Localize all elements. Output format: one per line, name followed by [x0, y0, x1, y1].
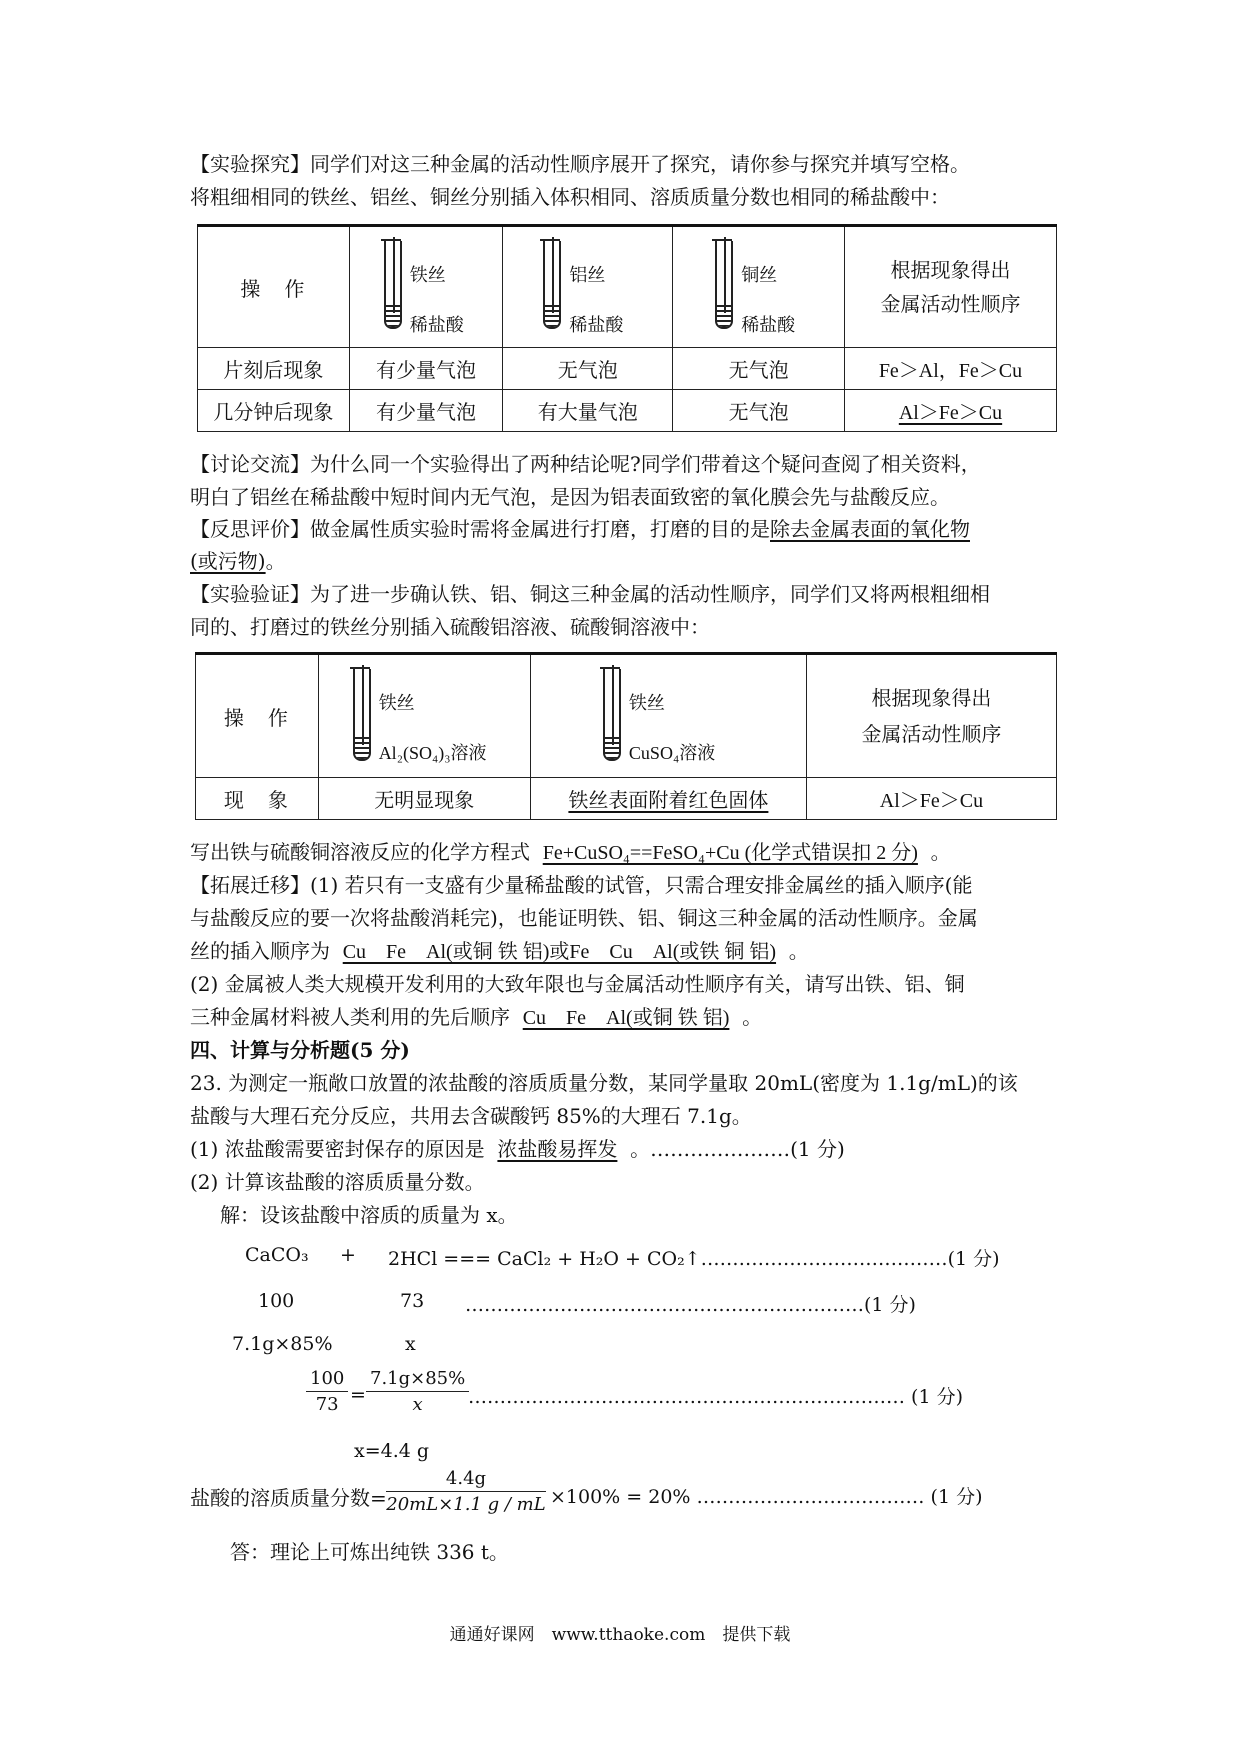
fraction-denominator: 20mL×1.1 g / mL — [386, 1494, 546, 1515]
extension-prefix: 丝的插入顺序为 — [190, 939, 330, 963]
table2-conclusion-header — [806, 654, 1056, 778]
row-label: 几分钟后现象 — [198, 390, 350, 432]
wire-icon — [724, 237, 726, 313]
extension-answer: Cu Fe Al(或铜 铁 铝) — [522, 1007, 730, 1029]
wire-icon — [362, 665, 364, 745]
discussion-line-1: 【讨论交流】为什么同一个实验得出了两种结论呢?同学们带着这个疑问查阅了相关资料， — [190, 452, 981, 476]
tube-wire-label: 铜丝 — [741, 265, 778, 286]
wire-icon — [393, 237, 395, 313]
score-dots: ………………………………………………………(1 分) — [465, 1294, 916, 1316]
tube-liquid-label: CuSO₄溶液 — [628, 743, 716, 763]
reaction-plus: + — [340, 1244, 356, 1266]
verify-line-2: 同的、打磨过的铁丝分别插入硫酸铝溶液、硫酸铜溶液中： — [190, 615, 710, 639]
equation-prefix: 写出铁与硫酸铜溶液反应的化学方程式 — [190, 840, 530, 864]
table-cell: 无明显现象 — [318, 778, 530, 820]
discussion-line-2: 明白了铝丝在稀盐酸中短时间内无气泡，是因为铝表面致密的氧化膜会先与盐酸反应。 — [190, 485, 950, 509]
punctuation: 。 — [265, 549, 286, 573]
extension-prefix: 三种金属材料被人类利用的先后顺序 — [190, 1005, 510, 1029]
row-label: 片刻后现象 — [198, 348, 350, 390]
ratio-fraction-1 — [306, 1368, 348, 1415]
molar-mass-hcl: 73 — [400, 1290, 425, 1312]
tube-wire-label: 铁丝 — [409, 265, 446, 286]
table1-tube-copper — [673, 226, 845, 348]
part1-answer: 浓盐酸易挥发 — [497, 1137, 618, 1161]
fraction-numerator: 4.4g — [386, 1468, 546, 1492]
score-dots: …………………………………………………………… (1 分) — [468, 1386, 963, 1408]
tube-liquid-label: 稀盐酸 — [569, 315, 624, 336]
question-line-2: 盐酸与大理石充分反应，共用去含碳酸钙 85%的大理石 7.1g。 — [190, 1104, 752, 1128]
extension-line-2: 与盐酸反应的要一次将盐酸消耗完)，也能证明铁、铝、铜这三种金属的活动性顺序。金属 — [190, 906, 978, 930]
table-cell: 无气泡 — [503, 348, 673, 390]
table1-op-label: 操 作 — [198, 226, 350, 348]
question-line-1: 23. 为测定一瓶敞口放置的浓盐酸的溶质质量分数，某同学量取 20mL(密度为 1.1g/mL)的该 — [190, 1071, 1018, 1095]
table1-tube-aluminum — [503, 226, 673, 348]
table-row — [196, 778, 1057, 820]
punctuation: 。 — [742, 1005, 763, 1029]
table-row — [198, 348, 1057, 390]
experiment-table-1 — [197, 224, 1057, 432]
mass-caco3: 7.1g×85% — [232, 1333, 333, 1355]
part1-line — [190, 1135, 1070, 1163]
table-cell: 有少量气泡 — [349, 390, 503, 432]
punctuation: 。 — [788, 939, 809, 963]
solution-intro: 解：设该盐酸中溶质的质量为 x。 — [220, 1203, 518, 1227]
wire-icon — [612, 665, 614, 745]
page-footer: 通通好课网 www.tthaoke.com 提供下载 — [449, 1625, 791, 1645]
table2-op-label: 操 作 — [196, 654, 319, 778]
mass-fraction-label: 盐酸的溶质质量分数= — [190, 1486, 387, 1510]
table-cell: 有少量气泡 — [349, 348, 503, 390]
experiment-table-2 — [195, 652, 1057, 820]
equation-answer: Fe+CuSO₄==FeSO₄+Cu (化学式错误扣 2 分) — [542, 842, 918, 864]
table-cell: 无气泡 — [673, 390, 845, 432]
fraction-numerator: 7.1g×85% — [366, 1368, 469, 1392]
part2-line: (2) 计算该盐酸的溶质质量分数。 — [190, 1170, 485, 1194]
tube-liquid-label: 稀盐酸 — [409, 315, 464, 336]
mass-x: x — [405, 1333, 416, 1355]
extension-line-4: (2) 金属被人类大规模开发利用的大致年限也与金属活动性顺序有关，请写出铁、铝、铜 — [190, 972, 965, 996]
intro-line-1: 【实验探究】同学们对这三种金属的活动性顺序展开了探究，请你参与探究并填写空格。 — [190, 152, 970, 176]
equation-line — [190, 838, 1070, 867]
conclusion-header-line: 金属活动性顺序 — [861, 722, 1002, 746]
reflect-line-2 — [190, 547, 1070, 575]
section-heading: 四、计算与分析题(5 分) — [190, 1038, 410, 1062]
result-cell: Fe＞Al，Fe＞Cu — [844, 348, 1056, 390]
reflect-prefix: 【反思评价】做金属性质实验时需将金属进行打磨，打磨的目的是 — [190, 517, 770, 541]
table2-tube-al-sulfate — [318, 654, 530, 778]
table-row — [198, 390, 1057, 432]
tube-wire-label: 铝丝 — [569, 265, 606, 286]
table-cell: 无气泡 — [673, 348, 845, 390]
tube-wire-label: 铁丝 — [628, 693, 665, 714]
fraction-numerator: 100 — [306, 1368, 348, 1392]
reaction-reactant-1: CaCO₃ — [245, 1244, 309, 1266]
reflect-line — [190, 515, 1070, 543]
extension-answer: Cu Fe Al(或铜 铁 铝)或Fe Cu Al(或铁 铜 铝) — [342, 941, 777, 963]
part1-score: 。…………………(1 分) — [630, 1137, 845, 1161]
equals-sign: = — [350, 1384, 366, 1406]
extension-line-3 — [190, 937, 1070, 966]
result-cell: Al＞Fe＞Cu — [844, 390, 1056, 432]
verify-line-1: 【实验验证】为了进一步确认铁、铝、铜这三种金属的活动性顺序，同学们又将两根粗细相 — [190, 582, 990, 606]
intro-line-2: 将粗细相同的铁丝、铝丝、铜丝分别插入体积相同、溶质质量分数也相同的稀盐酸中： — [190, 185, 950, 209]
reaction-equation: 2HCl === CaCl₂ + H₂O + CO₂↑…………………………………(1 分) — [388, 1248, 1000, 1270]
part1-prefix: (1) 浓盐酸需要密封保存的原因是 — [190, 1137, 485, 1161]
tube-liquid-label: Al₂(SO₄)₃溶液 — [378, 743, 487, 763]
row-label: 现 象 — [196, 778, 319, 820]
final-answer: 答：理论上可炼出纯铁 336 t。 — [230, 1540, 509, 1564]
ratio-fraction-2 — [366, 1368, 469, 1415]
extension-line-1: 【拓展迁移】(1) 若只有一支盛有少量稀盐酸的试管，只需合理安排金属丝的插入顺序(能 — [190, 873, 973, 897]
conclusion-header-line: 金属活动性顺序 — [880, 292, 1021, 316]
fraction-denominator: x — [412, 1394, 423, 1415]
mass-fraction-result: ×100% = 20% ……………………………… (1 分) — [550, 1486, 983, 1508]
molar-mass-caco3: 100 — [258, 1290, 295, 1312]
table-cell: 有大量气泡 — [503, 390, 673, 432]
conclusion-header-line: 根据现象得出 — [871, 686, 992, 710]
fraction-denominator: 73 — [315, 1394, 339, 1415]
punctuation: 。 — [930, 840, 951, 864]
table-cell: 铁丝表面附着红色固体 — [530, 778, 806, 820]
extension-line-5 — [190, 1003, 1070, 1032]
wire-icon — [552, 237, 554, 313]
table2-tube-cu-sulfate — [530, 654, 806, 778]
tube-wire-label: 铁丝 — [378, 693, 415, 714]
mass-fraction — [386, 1468, 546, 1515]
reflect-answer: 除去金属表面的氧化物 — [770, 517, 970, 541]
result-cell: Al＞Fe＞Cu — [806, 778, 1056, 820]
conclusion-header-line: 根据现象得出 — [890, 258, 1011, 282]
table1-tube-iron — [349, 226, 503, 348]
reflect-answer-continued: (或污物) — [190, 549, 266, 573]
tube-liquid-label: 稀盐酸 — [741, 315, 796, 336]
table1-conclusion-header — [844, 226, 1056, 348]
x-result: x=4.4 g — [354, 1440, 430, 1462]
